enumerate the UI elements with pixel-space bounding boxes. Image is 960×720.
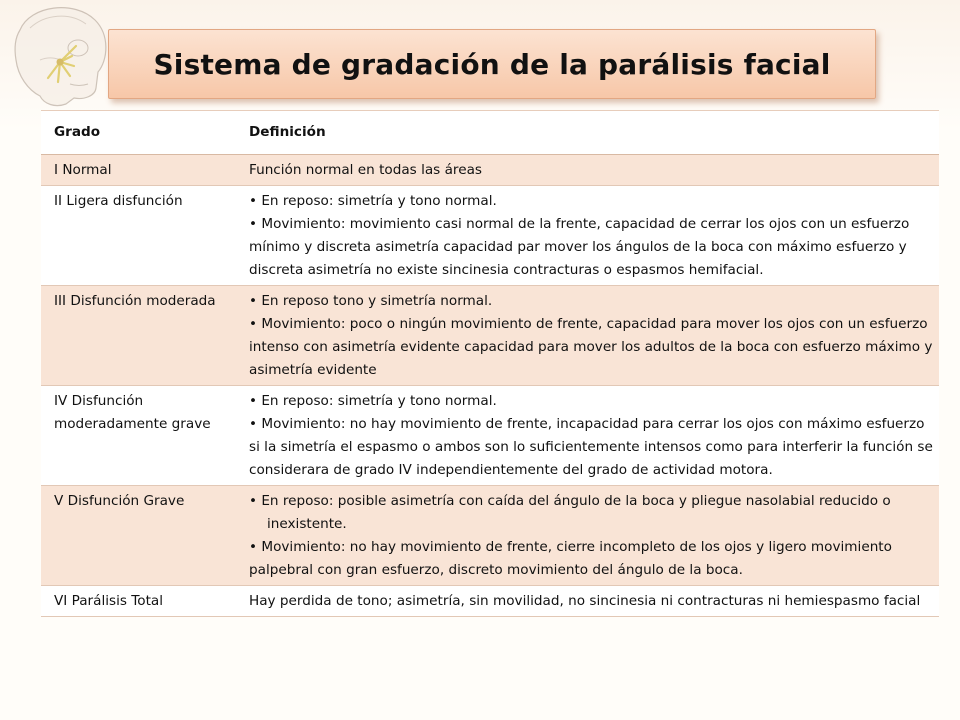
grade-cell: II Ligera disfunción [41,186,243,286]
definition-cell [243,586,939,617]
definition-line: • En reposo: posible asimetría con caída del ángulo de la boca y pliegue nasolabial reducido o inexistente. [249,493,891,532]
definition-cell [243,386,939,486]
table-row [41,486,939,586]
definition-line: • En reposo tono y simetría normal. [249,293,493,309]
grade-cell: III Disfunción moderada [41,286,243,386]
definition-line: Función normal en todas las áreas [249,162,482,178]
table-row [41,155,939,186]
grade-cell: IV Disfunción moderadamente grave [41,386,243,486]
grading-table [41,110,939,617]
table-row [41,386,939,486]
title-banner [108,29,876,99]
table-header-row [41,111,939,155]
column-header-grade: Grado [41,111,243,155]
grade-cell: I Normal [41,155,243,186]
skull-nerve-illustration [0,0,120,110]
table-row [41,286,939,386]
definition-cell [243,286,939,386]
definition-line: • En reposo: simetría y tono normal. [249,393,497,409]
definition-line: • Movimiento: no hay movimiento de frente, cierre incompleto de los ojos y ligero movimiento palpebral con gran esfuerzo, discreto movimiento del ángulo de la boca. [249,539,892,578]
definition-cell [243,186,939,286]
definition-cell [243,155,939,186]
definition-line: • Movimiento: movimiento casi normal de la frente, capacidad de cerrar los ojos con un esfuerzo mínimo y discreta asimetría capacidad par mover los ángulos de la boca con máximo esfuerzo y discreta asimetría no existe sincinesia contracturas o espasmos hemifacial. [249,216,910,278]
grade-cell: VI Parálisis Total [41,586,243,617]
definition-line: • Movimiento: no hay movimiento de frente, incapacidad para cerrar los ojos con máximo esfuerzo si la simetría el espasmo o ambos son lo suficientemente intensos como para interferir la función se [249,416,933,455]
column-header-definition: Definición [243,111,939,155]
definition-line: • Movimiento: poco o ningún movimiento de frente, capacidad para mover los ojos con un esfuerzo intenso con asimetría evidente capacidad para mover los adultos de la boca con esfuerzo máximo y asimetría evidente [249,316,933,378]
definition-line: • En reposo: simetría y tono normal. [249,193,497,209]
table-row [41,186,939,286]
grade-cell: V Disfunción Grave [41,486,243,586]
definition-cell [243,486,939,586]
definition-line: Hay perdida de tono; asimetría, sin movilidad, no sincinesia ni contracturas ni hemiespasmo facial [249,593,921,609]
page-title: Sistema de gradación de la parálisis facial [153,47,831,81]
table-row [41,586,939,617]
definition-line: considerara de grado IV independientemente del grado de actividad motora. [249,462,773,478]
